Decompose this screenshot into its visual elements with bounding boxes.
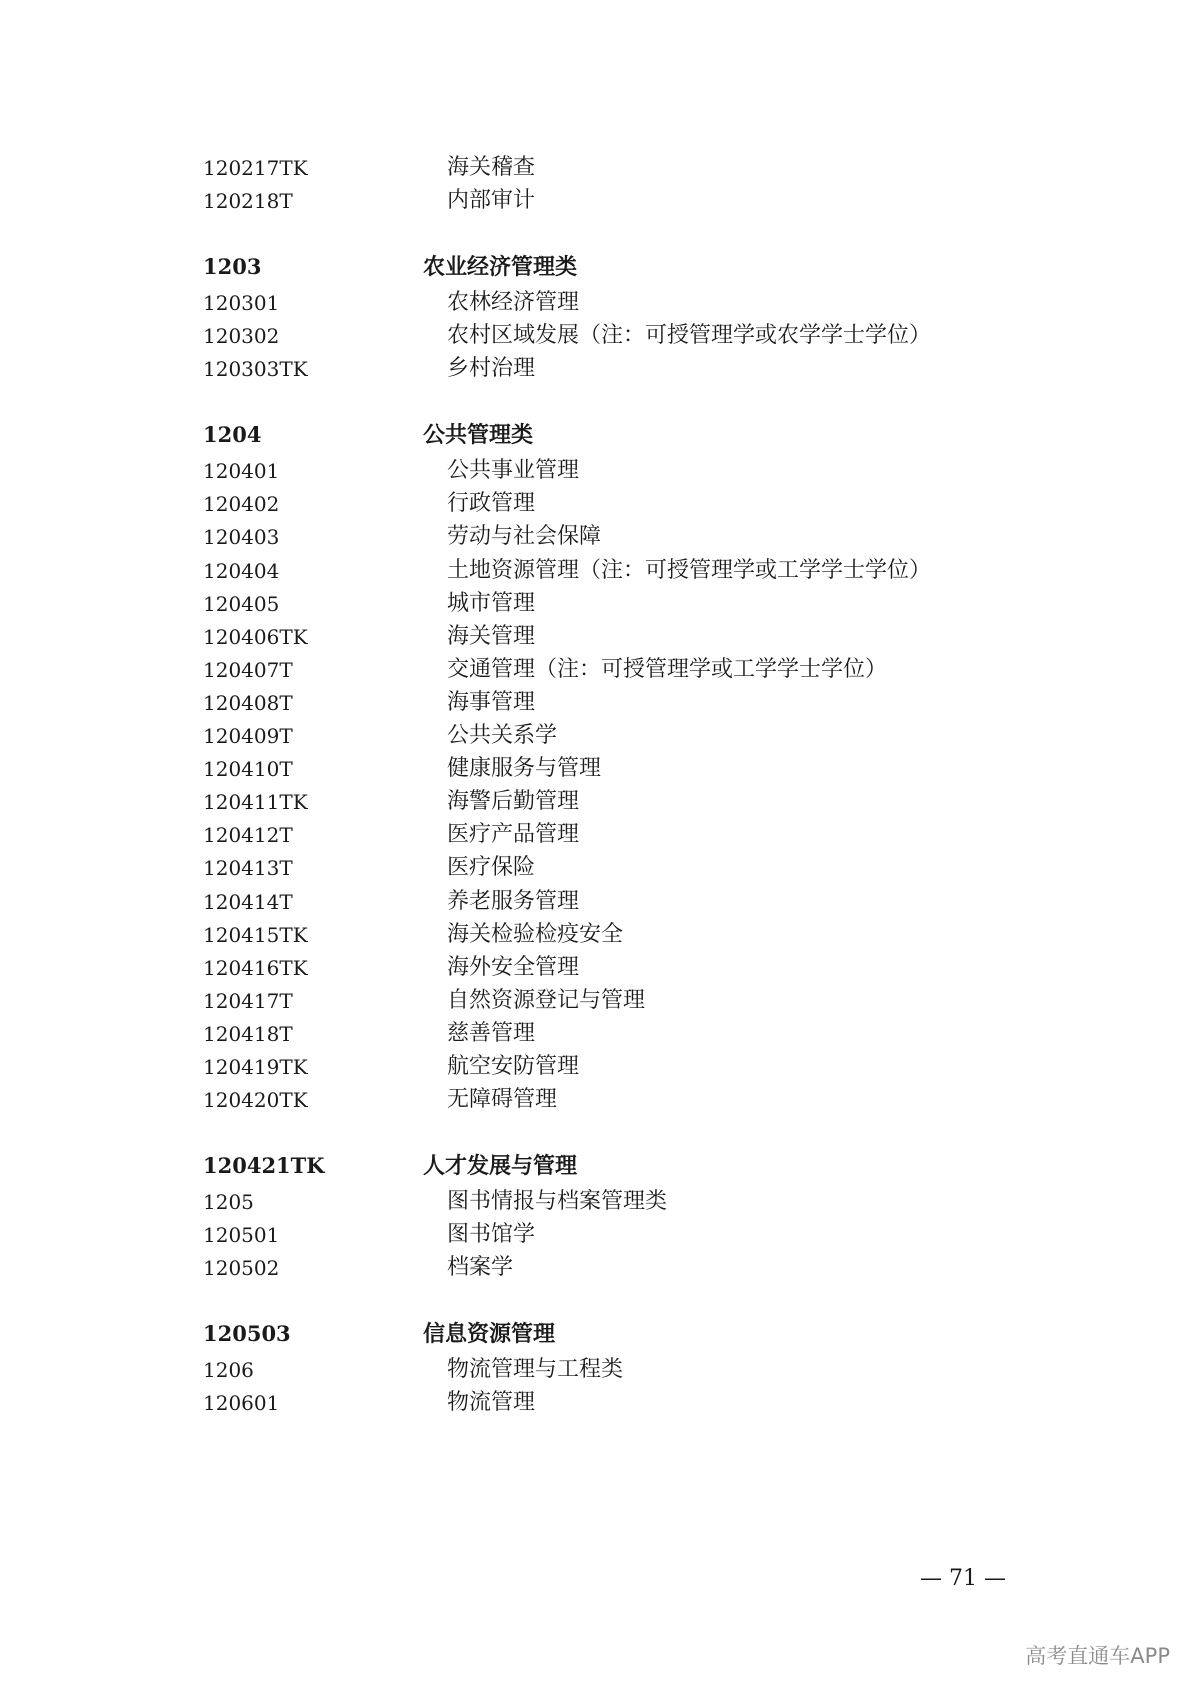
list-item: [0, 688, 1190, 718]
major-name: 行政管理: [447, 491, 536, 516]
category-heading: [0, 1151, 1190, 1181]
category-code: 120421TK: [203, 1153, 325, 1178]
major-code: 120408T: [203, 691, 293, 715]
major-code: 1206: [203, 1358, 254, 1382]
major-name: 物流管理与工程类: [447, 1357, 624, 1382]
major-code: 120502: [203, 1256, 280, 1280]
major-name: 无障碍管理: [447, 1087, 558, 1112]
category-name: 人才发展与管理: [423, 1153, 578, 1179]
major-code: 1205: [203, 1190, 254, 1214]
list-item: [0, 655, 1190, 685]
major-name: 养老服务管理: [447, 889, 580, 914]
major-code: 120416TK: [203, 956, 308, 980]
major-name: 慈善管理: [447, 1021, 536, 1046]
major-name: 海警后勤管理: [447, 789, 580, 814]
watermark: 高考直通车APP: [1025, 1644, 1170, 1668]
major-code: 120405: [203, 592, 280, 616]
list-item: [0, 953, 1190, 983]
list-item: [0, 589, 1190, 619]
major-code: 120404: [203, 559, 280, 583]
list-item: [0, 986, 1190, 1016]
major-code: 120403: [203, 525, 280, 549]
major-code: 120402: [203, 492, 280, 516]
major-code: 120407T: [203, 658, 293, 682]
list-item: [0, 754, 1190, 784]
list-item: [0, 186, 1190, 216]
category-code: 1204: [203, 422, 262, 447]
major-code: 120501: [203, 1223, 280, 1247]
list-item: [0, 1388, 1190, 1418]
major-name: 物流管理: [447, 1390, 536, 1415]
major-name: 航空安防管理: [447, 1054, 580, 1079]
major-code: 120420TK: [203, 1088, 308, 1112]
major-code: 120417T: [203, 989, 293, 1013]
major-code: 120302: [203, 324, 280, 348]
major-name: 内部审计: [447, 188, 536, 213]
list-item: [0, 288, 1190, 318]
major-name: 公共事业管理: [447, 458, 580, 483]
major-name: 档案学: [447, 1255, 514, 1280]
major-name: 海事管理: [447, 690, 536, 715]
major-code: 120218T: [203, 189, 293, 213]
major-code: 120217TK: [203, 156, 308, 180]
list-item: [0, 853, 1190, 883]
list-item: [0, 721, 1190, 751]
major-name: 图书馆学: [447, 1222, 536, 1247]
category-heading: [0, 420, 1190, 450]
list-item: [0, 820, 1190, 850]
major-code: 120601: [203, 1391, 280, 1415]
major-name: 自然资源登记与管理: [447, 988, 646, 1013]
major-name: 公共关系学: [447, 723, 558, 748]
list-item: [0, 1052, 1190, 1082]
major-code: 120418T: [203, 1022, 293, 1046]
major-name: 海关管理: [447, 624, 536, 649]
list-item: [0, 1355, 1190, 1385]
list-item: [0, 1085, 1190, 1115]
major-code: 120419TK: [203, 1055, 308, 1079]
category-heading: [0, 1319, 1190, 1349]
list-item: [0, 1220, 1190, 1250]
major-code: 120414T: [203, 890, 293, 914]
list-item: [0, 153, 1190, 183]
category-name: 信息资源管理: [423, 1321, 556, 1347]
major-name: 乡村治理: [447, 356, 536, 381]
list-item: [0, 522, 1190, 552]
page-number: — 71 —: [920, 1566, 1006, 1591]
list-item: [0, 456, 1190, 486]
list-item: [0, 622, 1190, 652]
major-name: 农村区域发展（注：可授管理学或农学学士学位）: [447, 323, 932, 348]
major-code: 120406TK: [203, 625, 308, 649]
major-code: 120401: [203, 459, 280, 483]
list-item: [0, 354, 1190, 384]
major-name: 劳动与社会保障: [447, 524, 602, 549]
major-code: 120411TK: [203, 790, 308, 814]
major-code: 120413T: [203, 856, 293, 880]
major-name: 交通管理（注：可授管理学或工学学士学位）: [447, 657, 888, 682]
major-name: 城市管理: [447, 591, 536, 616]
list-item: [0, 489, 1190, 519]
major-code: 120410T: [203, 757, 293, 781]
major-name: 农林经济管理: [447, 290, 580, 315]
category-code: 120503: [203, 1321, 291, 1346]
major-code: 120409T: [203, 724, 293, 748]
list-item: [0, 887, 1190, 917]
list-item: [0, 1019, 1190, 1049]
major-name: 健康服务与管理: [447, 756, 602, 781]
major-code: 120303TK: [203, 357, 308, 381]
list-item: [0, 787, 1190, 817]
category-code: 1203: [203, 254, 262, 279]
major-code: 120301: [203, 291, 280, 315]
list-item: [0, 1253, 1190, 1283]
list-item: [0, 1187, 1190, 1217]
major-code: 120415TK: [203, 923, 308, 947]
major-name: 土地资源管理（注：可授管理学或工学学士学位）: [447, 558, 932, 583]
major-name: 图书情报与档案管理类: [447, 1189, 668, 1214]
major-name: 医疗产品管理: [447, 822, 580, 847]
major-code: 120412T: [203, 823, 293, 847]
category-name: 公共管理类: [423, 422, 534, 448]
category-name: 农业经济管理类: [423, 254, 578, 280]
category-heading: [0, 252, 1190, 282]
list-item: [0, 321, 1190, 351]
major-name: 海外安全管理: [447, 955, 580, 980]
major-name: 海关检验检疫安全: [447, 922, 624, 947]
list-item: [0, 920, 1190, 950]
major-name: 医疗保险: [447, 855, 536, 880]
major-name: 海关稽查: [447, 155, 536, 180]
list-item: [0, 556, 1190, 586]
